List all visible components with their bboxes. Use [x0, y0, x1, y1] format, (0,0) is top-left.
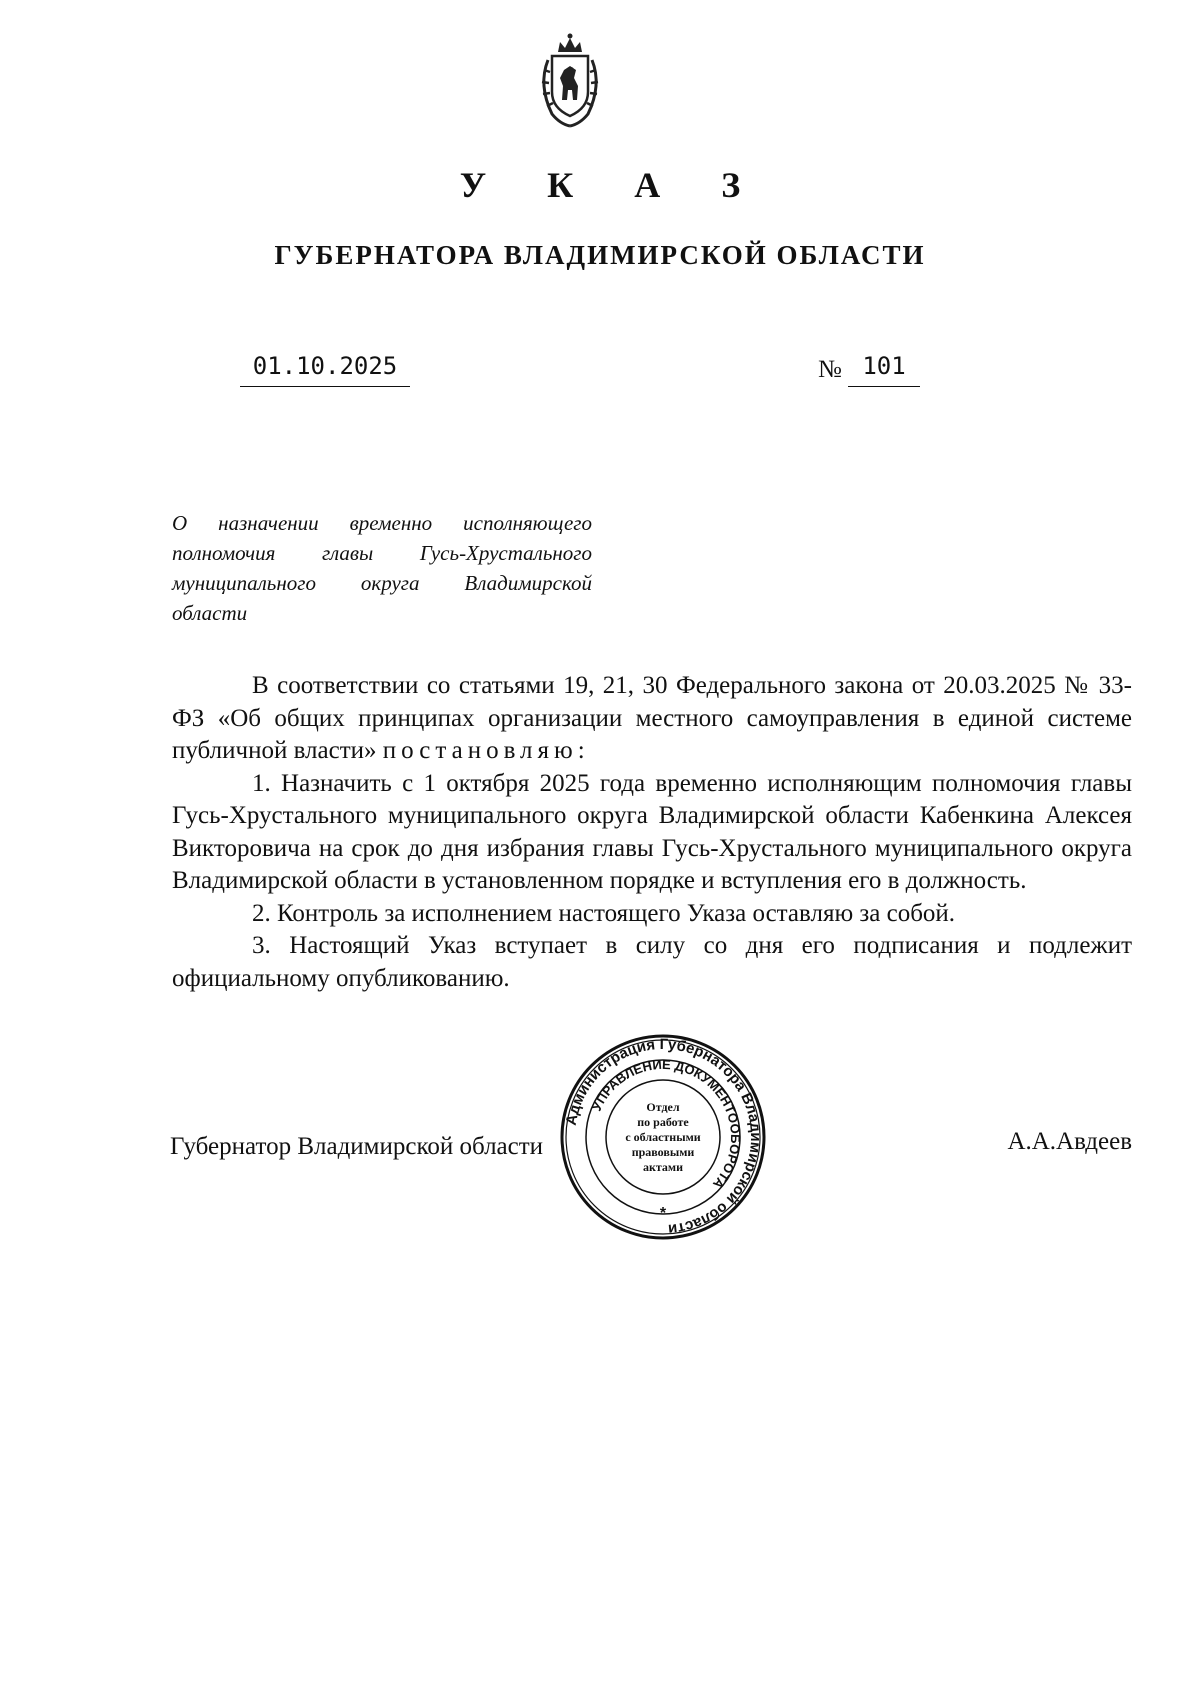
- preamble-text: В соответствии со статьями 19, 21, 30 Федерального закона от 20.03.2025 № 33-ФЗ «Об общих принципах организации местного самоуправления в единой системе публичной власти»: [172, 672, 1132, 764]
- signatory-position: Губернатор Владимирской области: [170, 1133, 544, 1160]
- seal-center-text: [610, 1100, 716, 1175]
- seal-star: *: [659, 1205, 667, 1222]
- coat-of-arms-emblem: [530, 30, 610, 130]
- resolve-word: постановляю:: [382, 737, 590, 764]
- document-type-title: У К А З: [459, 165, 767, 205]
- seal-center-line: актами: [642, 1160, 684, 1174]
- body-item-1: 1. Назначить с 1 октября 2025 года временно исполняющим полномочия главы Гусь-Хрустального муниципального округа Владимирской области Кабенкина Алексея Викторовича на срок до дня избрания главы Гусь-Хрустального муниципального округа Владимирской области в установленном порядке и вступления его в должность.: [172, 769, 1132, 894]
- document-body: [172, 670, 1132, 995]
- seal-outer-textpath: Администрация Губернатора Владимирской области: [562, 1035, 765, 1238]
- body-item-2: 2. Контроль за исполнением настоящего Указа оставляю за собой.: [252, 899, 956, 927]
- body-preamble: [172, 670, 1132, 768]
- seal-inner-textpath: УПРАВЛЕНИЕ ДОКУМЕНТООБОРОТА: [588, 1056, 744, 1192]
- seal-center-line: с областными: [625, 1130, 701, 1144]
- body-item-3: 3. Настоящий Указ вступает в силу со дня его подписания и подлежит официальному опубликованию.: [172, 932, 1132, 992]
- document-number: 101: [848, 352, 920, 387]
- document-date: 01.10.2025: [240, 352, 410, 387]
- document-subject: О назначении временно исполняющего полномочия главы Гусь-Хрустального муниципального округа Владимирской области: [172, 511, 592, 625]
- seal-center-line: правовыми: [631, 1145, 695, 1159]
- seal-center-line: Отдел: [646, 1100, 680, 1114]
- signatory-name: А.А.Авдеев: [1007, 1128, 1132, 1155]
- document-number-label: №: [818, 356, 842, 383]
- seal-center-line: по работе: [637, 1115, 689, 1129]
- issuer-title: ГУБЕРНАТОРА ВЛАДИМИРСКОЙ ОБЛАСТИ: [274, 240, 926, 270]
